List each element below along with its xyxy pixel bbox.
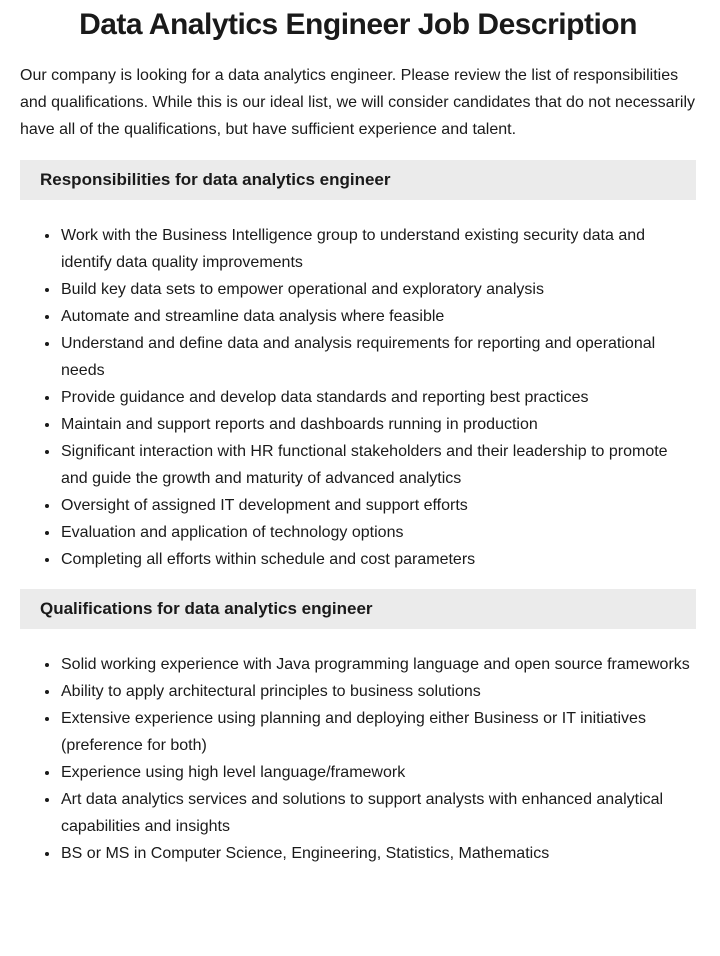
list-item: • Maintain and support reports and dashboards running in production: [60, 411, 696, 438]
list-item: • Automate and streamline data analysis where feasible: [60, 303, 696, 330]
list-item: • Provide guidance and develop data standards and reporting best practices: [60, 384, 696, 411]
list-item: • Extensive experience using planning and deploying either Business or IT initiatives (preference for both): [60, 705, 696, 759]
list-item: • Experience using high level language/framework: [60, 759, 696, 786]
list-item: • Ability to apply architectural principles to business solutions: [60, 678, 696, 705]
job-section: [20, 589, 696, 867]
list-item: • Art data analytics services and solutions to support analysts with enhanced analytical capabilities and insights: [60, 786, 696, 840]
section-heading: Responsibilities for data analytics engineer: [40, 170, 391, 189]
section-heading-bar: [20, 160, 696, 200]
page-title: Data Analytics Engineer Job Description: [79, 8, 637, 41]
list-item: • Oversight of assigned IT development and support efforts: [60, 492, 696, 519]
job-section: [20, 160, 696, 573]
bullet-list: [20, 651, 696, 867]
bullet-list: [20, 222, 696, 573]
list-item: • Build key data sets to empower operational and exploratory analysis: [60, 276, 696, 303]
sections-container: [20, 160, 696, 867]
list-item: • Evaluation and application of technology options: [60, 519, 696, 546]
list-item: • BS or MS in Computer Science, Engineering, Statistics, Mathematics: [60, 840, 696, 867]
list-item: • Completing all efforts within schedule and cost parameters: [60, 546, 696, 573]
job-description-page: [0, 7, 720, 867]
section-heading: Qualifications for data analytics engineer: [40, 599, 373, 618]
list-item: • Work with the Business Intelligence group to understand existing security data and identify data quality improvements: [60, 222, 696, 276]
list-item: • Understand and define data and analysis requirements for reporting and operational needs: [60, 330, 696, 384]
section-heading-bar: [20, 589, 696, 629]
list-item: • Solid working experience with Java programming language and open source frameworks: [60, 651, 696, 678]
list-item: • Significant interaction with HR functional stakeholders and their leadership to promote and guide the growth and maturity of advanced analytics: [60, 438, 696, 492]
intro-paragraph: Our company is looking for a data analytics engineer. Please review the list of responsibilities and qualifications. While this is our ideal list, we will consider candidates that do not necessarily have all of the qualifications, but have sufficient experience and talent.: [20, 67, 696, 138]
